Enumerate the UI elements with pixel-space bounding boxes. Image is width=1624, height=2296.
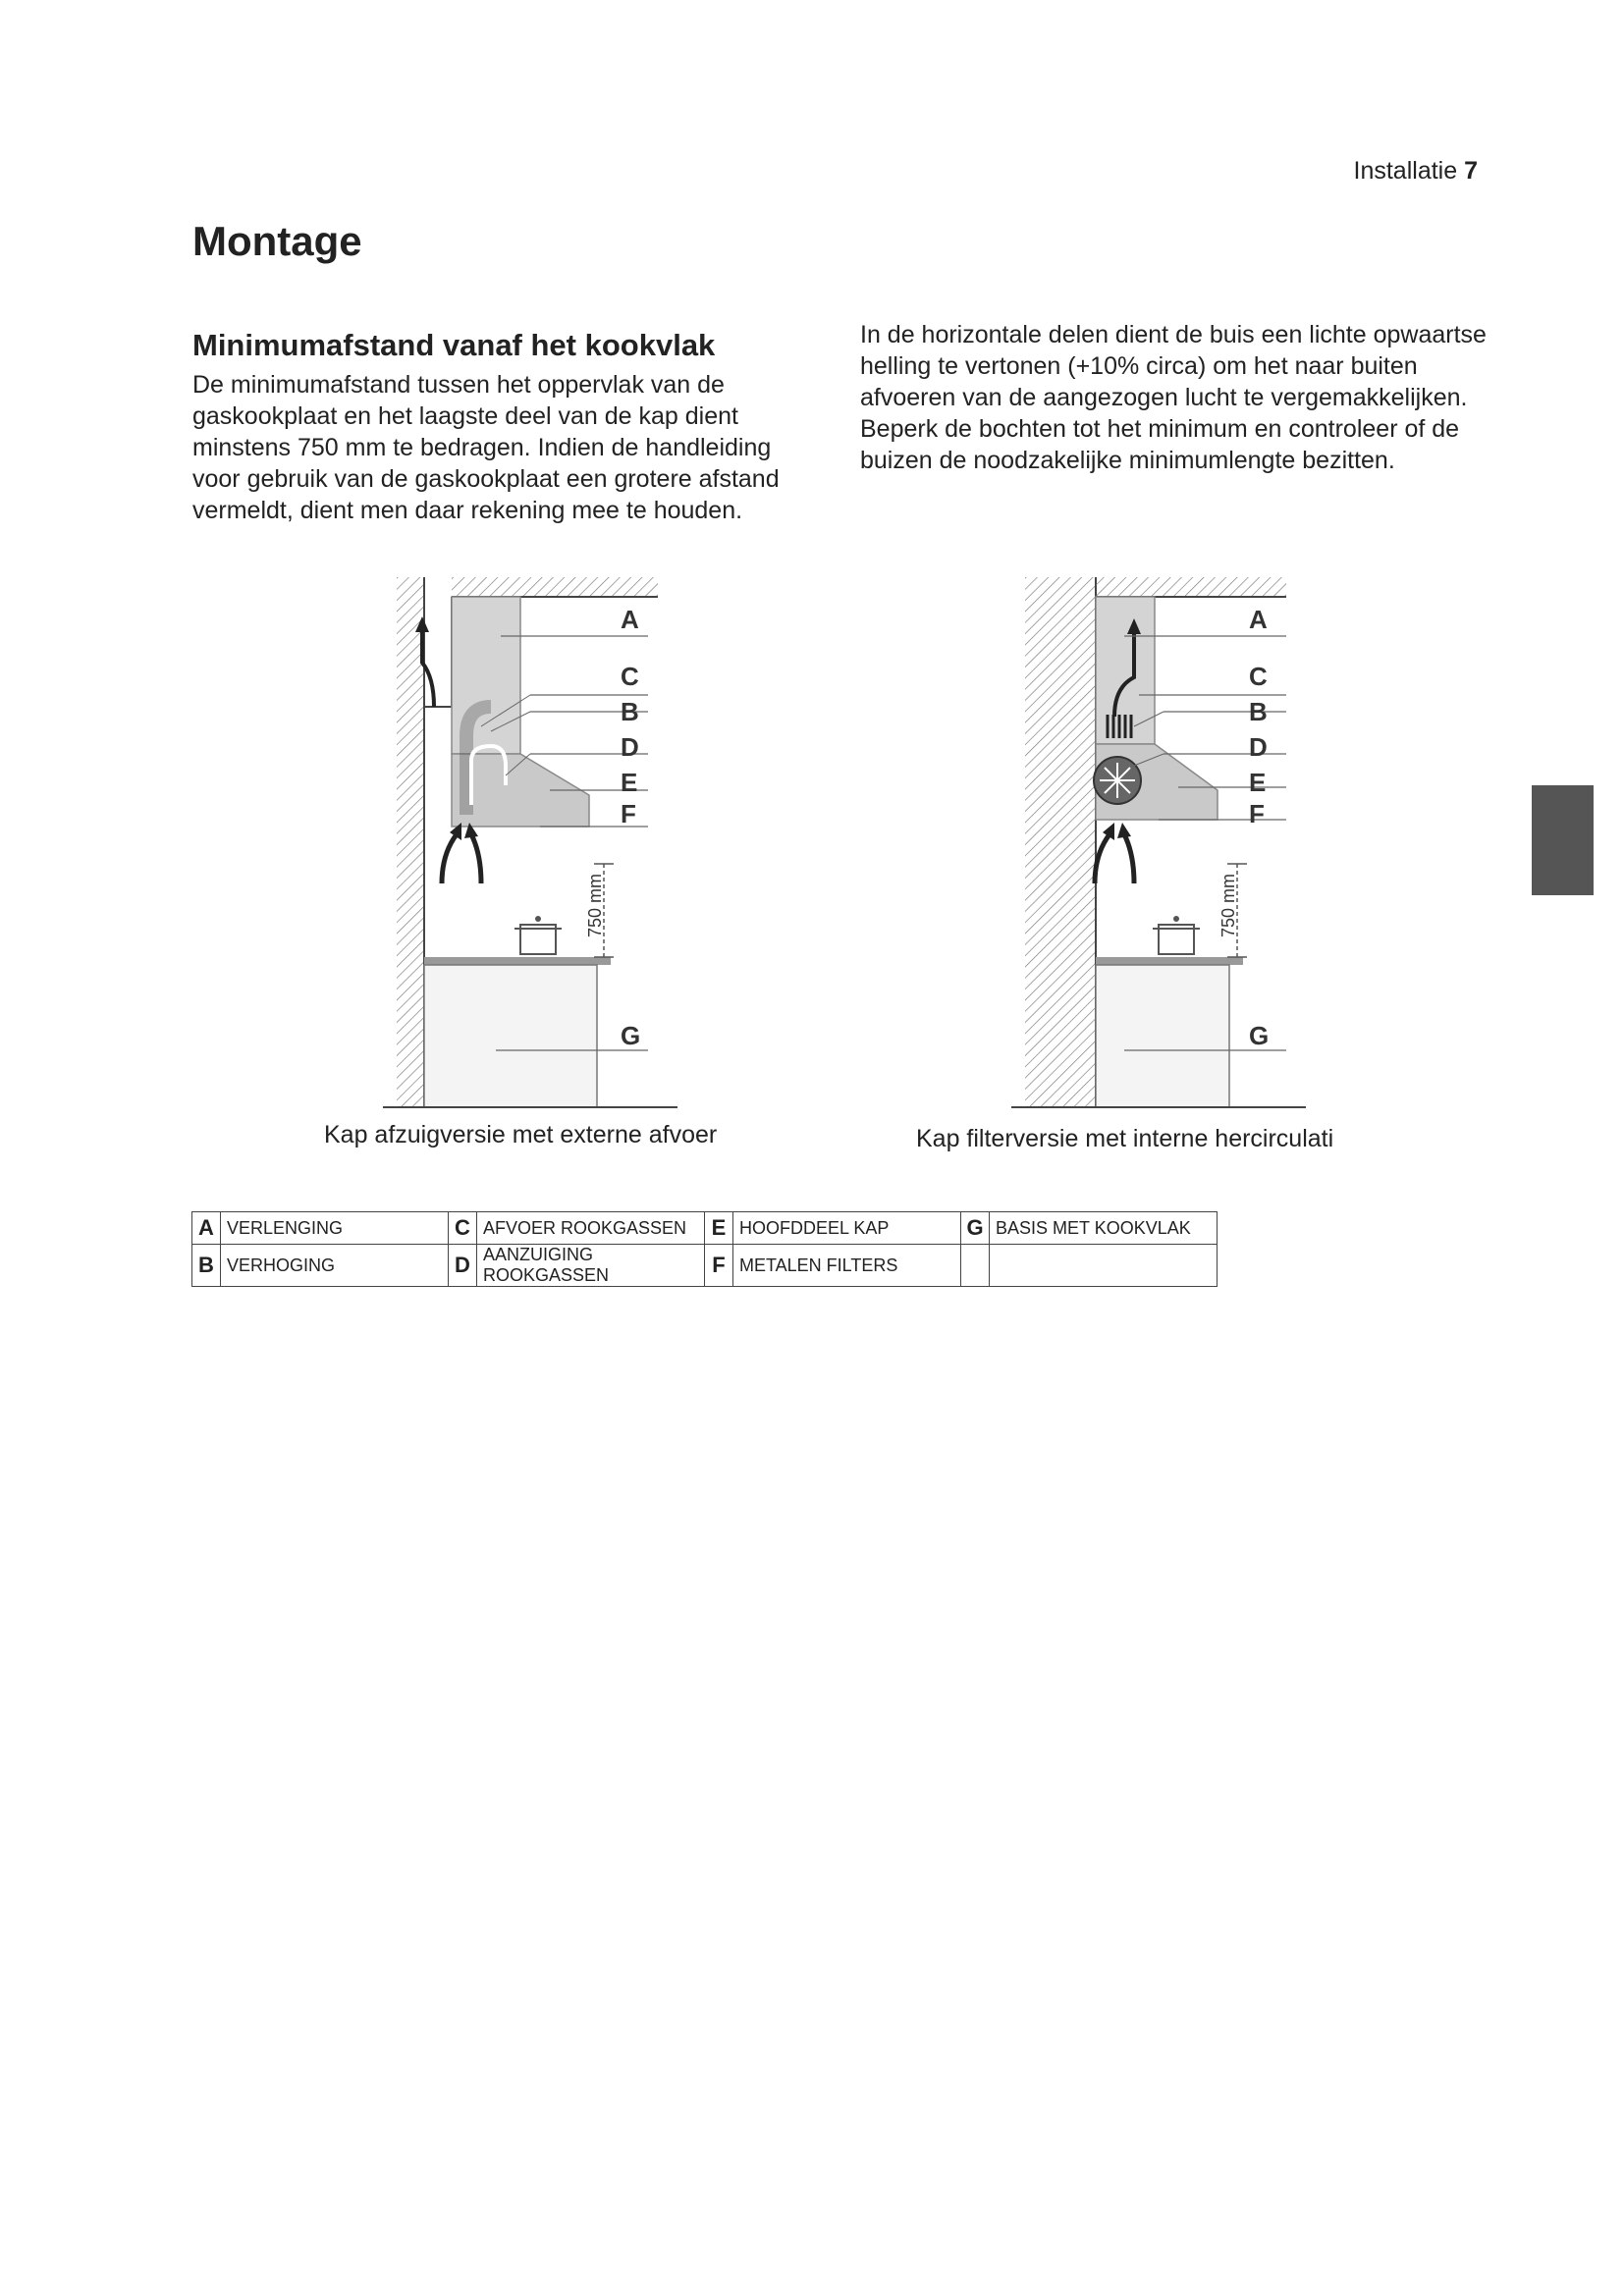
figure-recirculation-hood	[1011, 569, 1306, 1119]
legend-value: HOOFDDEEL KAP	[733, 1212, 961, 1245]
label-e: E	[1249, 768, 1267, 797]
section-name: Installatie	[1353, 157, 1458, 185]
legend-table	[191, 1211, 1218, 1287]
legend-row	[192, 1212, 1218, 1245]
dimension-label: 750 mm	[585, 873, 605, 937]
legend-row	[192, 1245, 1218, 1287]
legend-key: B	[192, 1245, 221, 1287]
wall-hatching	[1025, 577, 1096, 1107]
base-cabinet	[424, 965, 597, 1107]
label-f: F	[1249, 799, 1265, 828]
legend-value: AANZUIGING ROOKGASSEN	[477, 1245, 705, 1287]
label-d: D	[621, 732, 639, 762]
legend-key: F	[705, 1245, 733, 1287]
ceiling-hatching	[1096, 577, 1286, 597]
legend-value: METALEN FILTERS	[733, 1245, 961, 1287]
label-d: D	[1249, 732, 1268, 762]
label-a: A	[621, 605, 639, 634]
legend-key: E	[705, 1212, 733, 1245]
chapter-tab-marker	[1532, 785, 1594, 895]
right-paragraph-1: In de horizontale delen dient de buis een lichte opwaartse helling te vertonen (+10% circa) om het naar buiten afvoeren van de aangezogen lucht te vergemakkelijken.	[860, 321, 1487, 411]
label-c: C	[1249, 662, 1268, 691]
dimension-label: 750 mm	[1218, 873, 1238, 937]
label-g: G	[621, 1021, 641, 1050]
label-a: A	[1249, 605, 1268, 634]
page-header	[1354, 157, 1478, 186]
figure-caption-recirculation: Kap filterversie met interne hercirculati	[916, 1125, 1334, 1152]
label-b: B	[1249, 697, 1268, 726]
legend-value: AFVOER ROOKGASSEN	[477, 1212, 705, 1245]
legend-value: VERLENGING	[221, 1212, 449, 1245]
right-paragraph-2: Beperk de bochten tot het minimum en controleer of de buizen de noodzakelijke minimumlengte bezitten.	[860, 415, 1460, 474]
wall-hatching	[397, 577, 424, 1107]
figure-ducted-hood	[383, 569, 677, 1119]
label-f: F	[621, 799, 636, 828]
legend-key	[961, 1245, 990, 1287]
base-cabinet	[1096, 965, 1229, 1107]
left-paragraph: De minimumafstand tussen het oppervlak van de gaskookplaat en het laagste deel van de kap dient minstens 750 mm te bedragen. Indien de handleiding voor gebruik van de gaskookplaat een grotere afstand vermeldt, dient men daar rekening mee te houden.	[192, 371, 780, 524]
page-title: Montage	[192, 218, 362, 264]
label-b: B	[621, 697, 639, 726]
legend-key: G	[961, 1212, 990, 1245]
fan-icon	[1094, 757, 1141, 804]
label-e: E	[621, 768, 638, 797]
ceiling-hatching	[452, 577, 658, 597]
legend-value: VERHOGING	[221, 1245, 449, 1287]
figure-caption-ducted: Kap afzuigversie met externe afvoer	[324, 1121, 718, 1148]
legend-value: BASIS MET KOOKVLAK	[990, 1212, 1218, 1245]
left-column	[192, 328, 821, 526]
label-c: C	[621, 662, 639, 691]
right-column	[860, 319, 1508, 476]
legend-key: C	[449, 1212, 477, 1245]
section-heading: Minimumafstand vanaf het kookvlak	[192, 328, 716, 362]
page-number: 7	[1464, 157, 1478, 185]
legend-key: D	[449, 1245, 477, 1287]
label-g: G	[1249, 1021, 1270, 1050]
legend-value	[990, 1245, 1218, 1287]
legend-key: A	[192, 1212, 221, 1245]
